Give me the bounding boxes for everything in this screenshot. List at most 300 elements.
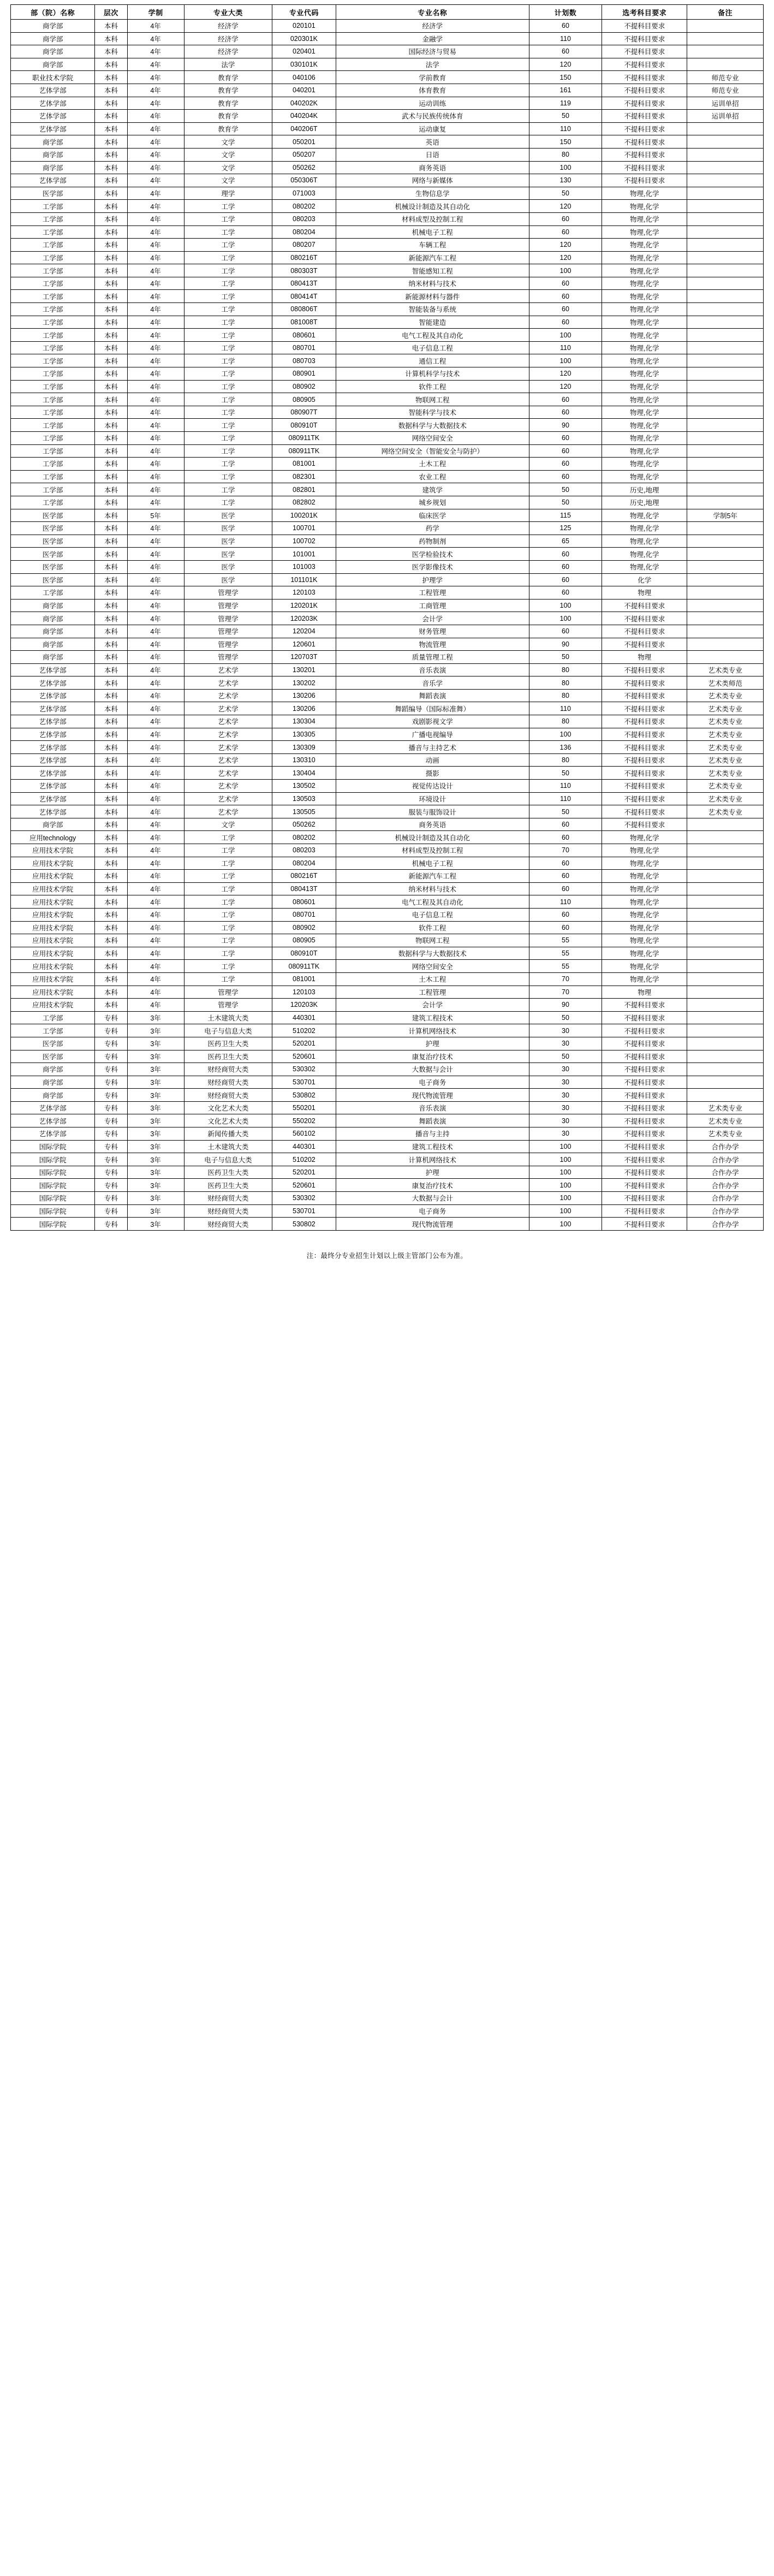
cell-level: 本科 bbox=[95, 999, 127, 1012]
cell-cat: 文学 bbox=[184, 174, 272, 187]
table-row bbox=[11, 264, 764, 277]
cell-code: 101001 bbox=[272, 548, 336, 561]
cell-years: 5年 bbox=[127, 509, 184, 522]
cell-years: 4年 bbox=[127, 573, 184, 586]
cell-years: 4年 bbox=[127, 496, 184, 509]
cell-years: 4年 bbox=[127, 882, 184, 895]
cell-cat: 艺术学 bbox=[184, 663, 272, 676]
cell-name: 药物制剂 bbox=[336, 535, 529, 548]
cell-plan: 60 bbox=[529, 560, 602, 573]
cell-code: 080902 bbox=[272, 380, 336, 393]
cell-note: 艺术类专业 bbox=[687, 741, 764, 754]
cell-subj: 物理,化学 bbox=[602, 560, 687, 573]
cell-cat: 艺术学 bbox=[184, 702, 272, 715]
table-row bbox=[11, 599, 764, 612]
cell-years: 4年 bbox=[127, 303, 184, 316]
cell-cat: 管理学 bbox=[184, 999, 272, 1012]
cell-plan: 80 bbox=[529, 753, 602, 767]
cell-cat: 工学 bbox=[184, 870, 272, 883]
cell-level: 本科 bbox=[95, 45, 127, 58]
table-row bbox=[11, 625, 764, 638]
cell-plan: 110 bbox=[529, 895, 602, 909]
cell-code: 120103 bbox=[272, 586, 336, 600]
cell-plan: 60 bbox=[529, 573, 602, 586]
cell-years: 4年 bbox=[127, 290, 184, 303]
cell-years: 4年 bbox=[127, 174, 184, 187]
cell-years: 3年 bbox=[127, 1192, 184, 1205]
cell-plan: 70 bbox=[529, 986, 602, 999]
cell-code: 030101K bbox=[272, 58, 336, 71]
cell-code: 520201 bbox=[272, 1037, 336, 1050]
cell-subj: 物理,化学 bbox=[602, 354, 687, 367]
cell-cat: 医学 bbox=[184, 522, 272, 535]
cell-name: 智能科学与技术 bbox=[336, 406, 529, 419]
cell-years: 4年 bbox=[127, 548, 184, 561]
cell-years: 4年 bbox=[127, 458, 184, 471]
cell-dept: 国际学院 bbox=[11, 1179, 95, 1192]
cell-name: 网络与新媒体 bbox=[336, 174, 529, 187]
table-footnote: 注：最终分专业招生计划以上级主管部门公布为准。 bbox=[306, 1251, 468, 1260]
cell-note: 运训单招 bbox=[687, 97, 764, 110]
table-row bbox=[11, 818, 764, 831]
cell-name: 土木工程 bbox=[336, 972, 529, 986]
cell-cat: 工学 bbox=[184, 212, 272, 225]
cell-subj: 物理,化学 bbox=[602, 458, 687, 471]
cell-cat: 管理学 bbox=[184, 625, 272, 638]
cell-dept: 工学部 bbox=[11, 329, 95, 342]
cell-years: 4年 bbox=[127, 921, 184, 934]
cell-note: 合作办学 bbox=[687, 1153, 764, 1166]
table-row bbox=[11, 1076, 764, 1089]
cell-subj: 不提科目要求 bbox=[602, 32, 687, 45]
cell-code: 130404 bbox=[272, 767, 336, 780]
cell-subj: 物理,化学 bbox=[602, 303, 687, 316]
cell-years: 4年 bbox=[127, 329, 184, 342]
cell-cat: 医药卫生大类 bbox=[184, 1050, 272, 1063]
cell-level: 本科 bbox=[95, 638, 127, 651]
cell-plan: 60 bbox=[529, 921, 602, 934]
cell-subj: 不提科目要求 bbox=[602, 1101, 687, 1114]
cell-name: 音乐学 bbox=[336, 676, 529, 690]
cell-subj: 不提科目要求 bbox=[602, 20, 687, 33]
cell-level: 本科 bbox=[95, 251, 127, 264]
cell-name: 广播电视编导 bbox=[336, 728, 529, 741]
cell-plan: 60 bbox=[529, 290, 602, 303]
cell-dept: 商学部 bbox=[11, 45, 95, 58]
cell-code: 530302 bbox=[272, 1192, 336, 1205]
cell-years: 4年 bbox=[127, 110, 184, 123]
cell-subj: 不提科目要求 bbox=[602, 122, 687, 135]
table-row bbox=[11, 483, 764, 496]
cell-level: 专科 bbox=[95, 1089, 127, 1102]
cell-plan: 30 bbox=[529, 1063, 602, 1076]
cell-cat: 工学 bbox=[184, 972, 272, 986]
cell-level: 本科 bbox=[95, 895, 127, 909]
cell-plan: 55 bbox=[529, 934, 602, 947]
cell-years: 4年 bbox=[127, 354, 184, 367]
cell-name: 网络空间安全 bbox=[336, 432, 529, 445]
table-header-row bbox=[11, 5, 764, 20]
cell-name: 武术与民族传统体育 bbox=[336, 110, 529, 123]
cell-note bbox=[687, 303, 764, 316]
cell-years: 3年 bbox=[127, 1089, 184, 1102]
cell-name: 计算机网络技术 bbox=[336, 1024, 529, 1037]
cell-note bbox=[687, 135, 764, 149]
cell-name: 电子信息工程 bbox=[336, 908, 529, 921]
column-header-name: 专业名称 bbox=[336, 5, 529, 20]
cell-code: 071003 bbox=[272, 187, 336, 200]
cell-years: 4年 bbox=[127, 522, 184, 535]
cell-dept: 工学部 bbox=[11, 264, 95, 277]
cell-subj: 不提科目要求 bbox=[602, 1063, 687, 1076]
cell-name: 智能装备与系统 bbox=[336, 303, 529, 316]
cell-code: 130304 bbox=[272, 715, 336, 728]
cell-plan: 55 bbox=[529, 947, 602, 960]
cell-note bbox=[687, 380, 764, 393]
cell-name: 药学 bbox=[336, 522, 529, 535]
cell-level: 本科 bbox=[95, 767, 127, 780]
cell-code: 050262 bbox=[272, 161, 336, 174]
cell-level: 本科 bbox=[95, 122, 127, 135]
cell-dept: 艺体学部 bbox=[11, 110, 95, 123]
cell-subj: 不提科目要求 bbox=[602, 1153, 687, 1166]
cell-years: 4年 bbox=[127, 200, 184, 213]
cell-dept: 艺体学部 bbox=[11, 1114, 95, 1127]
cell-years: 4年 bbox=[127, 58, 184, 71]
cell-plan: 50 bbox=[529, 110, 602, 123]
cell-code: 040202K bbox=[272, 97, 336, 110]
cell-name: 电子商务 bbox=[336, 1204, 529, 1218]
cell-cat: 医学 bbox=[184, 573, 272, 586]
cell-name: 财务管理 bbox=[336, 625, 529, 638]
cell-dept: 工学部 bbox=[11, 458, 95, 471]
cell-code: 080703 bbox=[272, 354, 336, 367]
cell-dept: 商学部 bbox=[11, 818, 95, 831]
cell-name: 音乐表演 bbox=[336, 1101, 529, 1114]
cell-subj: 物理,化学 bbox=[602, 329, 687, 342]
table-row bbox=[11, 1089, 764, 1102]
cell-name: 摄影 bbox=[336, 767, 529, 780]
cell-plan: 80 bbox=[529, 715, 602, 728]
table-row bbox=[11, 844, 764, 857]
cell-code: 520601 bbox=[272, 1050, 336, 1063]
cell-cat: 医药卫生大类 bbox=[184, 1166, 272, 1179]
cell-code: 081008T bbox=[272, 316, 336, 329]
cell-level: 本科 bbox=[95, 509, 127, 522]
table-row bbox=[11, 638, 764, 651]
cell-code: 080911TK bbox=[272, 432, 336, 445]
cell-dept: 工学部 bbox=[11, 1011, 95, 1024]
cell-name: 电气工程及其自动化 bbox=[336, 895, 529, 909]
cell-code: 510202 bbox=[272, 1153, 336, 1166]
cell-plan: 60 bbox=[529, 870, 602, 883]
cell-name: 新能源汽车工程 bbox=[336, 870, 529, 883]
cell-years: 4年 bbox=[127, 689, 184, 702]
cell-subj: 不提科目要求 bbox=[602, 1076, 687, 1089]
cell-cat: 教育学 bbox=[184, 84, 272, 97]
cell-level: 本科 bbox=[95, 522, 127, 535]
cell-code: 080202 bbox=[272, 831, 336, 844]
cell-years: 4年 bbox=[127, 239, 184, 252]
cell-years: 4年 bbox=[127, 225, 184, 239]
cell-cat: 工学 bbox=[184, 354, 272, 367]
cell-cat: 工学 bbox=[184, 290, 272, 303]
cell-plan: 100 bbox=[529, 1204, 602, 1218]
cell-cat: 电子与信息大类 bbox=[184, 1024, 272, 1037]
cell-level: 本科 bbox=[95, 496, 127, 509]
table-header bbox=[11, 5, 764, 20]
cell-years: 4年 bbox=[127, 380, 184, 393]
cell-years: 4年 bbox=[127, 432, 184, 445]
table-row bbox=[11, 857, 764, 870]
cell-dept: 商学部 bbox=[11, 599, 95, 612]
cell-level: 本科 bbox=[95, 689, 127, 702]
cell-level: 本科 bbox=[95, 857, 127, 870]
cell-cat: 新闻传播大类 bbox=[184, 1127, 272, 1141]
table-row bbox=[11, 1101, 764, 1114]
table-row bbox=[11, 1140, 764, 1153]
cell-note: 艺术类专业 bbox=[687, 663, 764, 676]
cell-subj: 不提科目要求 bbox=[602, 663, 687, 676]
cell-level: 本科 bbox=[95, 908, 127, 921]
cell-note bbox=[687, 818, 764, 831]
cell-subj: 不提科目要求 bbox=[602, 1037, 687, 1050]
cell-cat: 工学 bbox=[184, 367, 272, 381]
cell-note bbox=[687, 844, 764, 857]
table-row bbox=[11, 780, 764, 793]
cell-plan: 60 bbox=[529, 586, 602, 600]
cell-years: 4年 bbox=[127, 767, 184, 780]
cell-plan: 100 bbox=[529, 1192, 602, 1205]
cell-note bbox=[687, 161, 764, 174]
cell-level: 本科 bbox=[95, 844, 127, 857]
cell-note bbox=[687, 32, 764, 45]
cell-dept: 商学部 bbox=[11, 32, 95, 45]
table-row bbox=[11, 702, 764, 715]
cell-code: 080901 bbox=[272, 367, 336, 381]
cell-note: 艺术类专业 bbox=[687, 702, 764, 715]
cell-note bbox=[687, 393, 764, 406]
cell-level: 本科 bbox=[95, 264, 127, 277]
cell-code: 101003 bbox=[272, 560, 336, 573]
cell-code: 040106 bbox=[272, 71, 336, 84]
cell-cat: 工学 bbox=[184, 303, 272, 316]
table-row bbox=[11, 458, 764, 471]
table-row bbox=[11, 329, 764, 342]
cell-dept: 商学部 bbox=[11, 1076, 95, 1089]
cell-code: 560102 bbox=[272, 1127, 336, 1141]
cell-note bbox=[687, 1024, 764, 1037]
cell-subj: 物理,化学 bbox=[602, 844, 687, 857]
cell-name: 智能感知工程 bbox=[336, 264, 529, 277]
cell-subj: 物理,化学 bbox=[602, 212, 687, 225]
cell-name: 机械设计制造及其自动化 bbox=[336, 831, 529, 844]
cell-code: 130503 bbox=[272, 792, 336, 805]
cell-years: 4年 bbox=[127, 805, 184, 818]
cell-plan: 120 bbox=[529, 239, 602, 252]
cell-code: 080910T bbox=[272, 947, 336, 960]
cell-plan: 60 bbox=[529, 458, 602, 471]
cell-code: 081001 bbox=[272, 972, 336, 986]
cell-name: 网络空间安全（智能安全与防护） bbox=[336, 444, 529, 458]
cell-dept: 应用技术学院 bbox=[11, 857, 95, 870]
table-row bbox=[11, 187, 764, 200]
cell-years: 4年 bbox=[127, 831, 184, 844]
cell-subj: 物理,化学 bbox=[602, 934, 687, 947]
cell-cat: 经济学 bbox=[184, 45, 272, 58]
cell-level: 本科 bbox=[95, 406, 127, 419]
cell-cat: 教育学 bbox=[184, 122, 272, 135]
cell-code: 080202 bbox=[272, 200, 336, 213]
table-row bbox=[11, 380, 764, 393]
cell-subj: 化学 bbox=[602, 573, 687, 586]
cell-code: 080911TK bbox=[272, 444, 336, 458]
cell-subj: 物理,化学 bbox=[602, 972, 687, 986]
cell-name: 生物信息学 bbox=[336, 187, 529, 200]
cell-level: 本科 bbox=[95, 676, 127, 690]
cell-plan: 30 bbox=[529, 1037, 602, 1050]
cell-subj: 物理,化学 bbox=[602, 225, 687, 239]
cell-name: 医学影像技术 bbox=[336, 560, 529, 573]
cell-cat: 工学 bbox=[184, 895, 272, 909]
cell-level: 本科 bbox=[95, 728, 127, 741]
table-row bbox=[11, 947, 764, 960]
cell-note: 艺术类专业 bbox=[687, 1101, 764, 1114]
cell-code: 100701 bbox=[272, 522, 336, 535]
cell-code: 050201 bbox=[272, 135, 336, 149]
cell-cat: 财经商贸大类 bbox=[184, 1089, 272, 1102]
cell-level: 本科 bbox=[95, 393, 127, 406]
cell-name: 纳米材料与技术 bbox=[336, 882, 529, 895]
cell-plan: 30 bbox=[529, 1101, 602, 1114]
cell-note bbox=[687, 638, 764, 651]
cell-plan: 60 bbox=[529, 432, 602, 445]
cell-dept: 工学部 bbox=[11, 419, 95, 432]
cell-subj: 物理,化学 bbox=[602, 548, 687, 561]
cell-subj: 物理,化学 bbox=[602, 239, 687, 252]
cell-subj: 不提科目要求 bbox=[602, 805, 687, 818]
cell-plan: 100 bbox=[529, 264, 602, 277]
cell-subj: 不提科目要求 bbox=[602, 1024, 687, 1037]
cell-dept: 艺体学部 bbox=[11, 663, 95, 676]
cell-plan: 100 bbox=[529, 1218, 602, 1231]
cell-note bbox=[687, 1050, 764, 1063]
cell-plan: 90 bbox=[529, 419, 602, 432]
cell-subj: 物理 bbox=[602, 986, 687, 999]
cell-note bbox=[687, 239, 764, 252]
cell-code: 020101 bbox=[272, 20, 336, 33]
cell-code: 530701 bbox=[272, 1076, 336, 1089]
cell-name: 运动康复 bbox=[336, 122, 529, 135]
cell-level: 本科 bbox=[95, 702, 127, 715]
cell-level: 本科 bbox=[95, 972, 127, 986]
cell-note bbox=[687, 535, 764, 548]
cell-subj: 不提科目要求 bbox=[602, 1127, 687, 1141]
cell-years: 3年 bbox=[127, 1114, 184, 1127]
cell-years: 4年 bbox=[127, 560, 184, 573]
cell-note bbox=[687, 419, 764, 432]
cell-level: 专科 bbox=[95, 1166, 127, 1179]
table-row bbox=[11, 32, 764, 45]
cell-level: 本科 bbox=[95, 110, 127, 123]
cell-dept: 商学部 bbox=[11, 20, 95, 33]
cell-code: 130502 bbox=[272, 780, 336, 793]
cell-subj: 不提科目要求 bbox=[602, 1179, 687, 1192]
cell-years: 4年 bbox=[127, 122, 184, 135]
cell-cat: 艺术学 bbox=[184, 728, 272, 741]
cell-subj: 不提科目要求 bbox=[602, 715, 687, 728]
cell-note: 学制5年 bbox=[687, 509, 764, 522]
cell-subj: 不提科目要求 bbox=[602, 818, 687, 831]
cell-subj: 不提科目要求 bbox=[602, 97, 687, 110]
cell-level: 专科 bbox=[95, 1076, 127, 1089]
cell-subj: 物理,化学 bbox=[602, 290, 687, 303]
cell-note bbox=[687, 651, 764, 664]
cell-years: 4年 bbox=[127, 135, 184, 149]
cell-cat: 管理学 bbox=[184, 986, 272, 999]
cell-name: 数据科学与大数据技术 bbox=[336, 947, 529, 960]
cell-note: 艺术类专业 bbox=[687, 728, 764, 741]
cell-dept: 工学部 bbox=[11, 200, 95, 213]
cell-note bbox=[687, 1076, 764, 1089]
cell-years: 4年 bbox=[127, 663, 184, 676]
cell-years: 4年 bbox=[127, 986, 184, 999]
cell-cat: 艺术学 bbox=[184, 805, 272, 818]
cell-cat: 医学 bbox=[184, 509, 272, 522]
cell-cat: 工学 bbox=[184, 393, 272, 406]
cell-name: 商务英语 bbox=[336, 161, 529, 174]
cell-plan: 110 bbox=[529, 780, 602, 793]
cell-note bbox=[687, 586, 764, 600]
cell-years: 4年 bbox=[127, 316, 184, 329]
cell-subj: 不提科目要求 bbox=[602, 1114, 687, 1127]
cell-level: 专科 bbox=[95, 1011, 127, 1024]
cell-years: 4年 bbox=[127, 97, 184, 110]
cell-name: 会计学 bbox=[336, 999, 529, 1012]
table-row bbox=[11, 741, 764, 754]
cell-name: 现代物流管理 bbox=[336, 1089, 529, 1102]
cell-subj: 不提科目要求 bbox=[602, 792, 687, 805]
cell-plan: 110 bbox=[529, 702, 602, 715]
cell-subj: 物理,化学 bbox=[602, 509, 687, 522]
cell-dept: 商学部 bbox=[11, 148, 95, 161]
table-row bbox=[11, 432, 764, 445]
cell-cat: 财经商贸大类 bbox=[184, 1192, 272, 1205]
cell-code: 530302 bbox=[272, 1063, 336, 1076]
cell-code: 080413T bbox=[272, 882, 336, 895]
cell-code: 080414T bbox=[272, 290, 336, 303]
cell-level: 本科 bbox=[95, 625, 127, 638]
cell-plan: 60 bbox=[529, 393, 602, 406]
table-row bbox=[11, 1179, 764, 1192]
cell-subj: 物理,化学 bbox=[602, 341, 687, 354]
cell-cat: 经济学 bbox=[184, 20, 272, 33]
cell-note bbox=[687, 960, 764, 973]
cell-cat: 管理学 bbox=[184, 586, 272, 600]
table-row bbox=[11, 1011, 764, 1024]
cell-plan: 60 bbox=[529, 470, 602, 483]
cell-dept: 工学部 bbox=[11, 406, 95, 419]
cell-note bbox=[687, 908, 764, 921]
cell-code: 080216T bbox=[272, 251, 336, 264]
cell-years: 4年 bbox=[127, 895, 184, 909]
cell-dept: 应用技术学院 bbox=[11, 960, 95, 973]
cell-subj: 物理,化学 bbox=[602, 406, 687, 419]
cell-code: 082301 bbox=[272, 470, 336, 483]
cell-dept: 工学部 bbox=[11, 303, 95, 316]
cell-note bbox=[687, 264, 764, 277]
cell-note bbox=[687, 483, 764, 496]
